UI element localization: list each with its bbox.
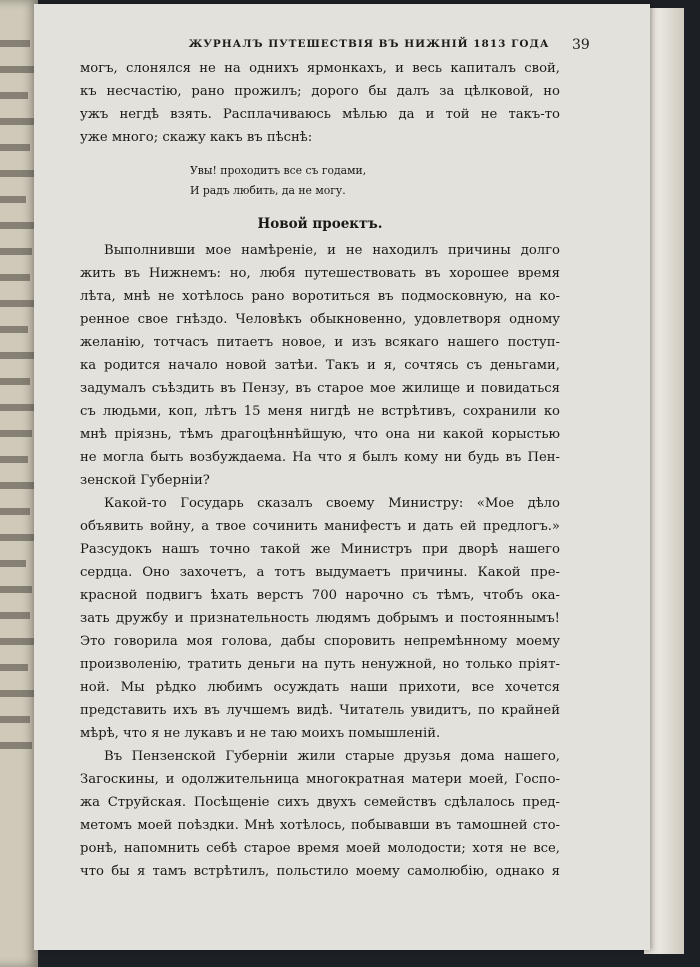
text-line: мѣрѣ, что я не лукавъ и не таю моихъ помышленій.: [80, 726, 441, 741]
text-line: ужъ негдѣ взять. Расплачиваюсь мѣлью да и той не такъ-то: [80, 107, 560, 122]
poem-line: Увы! проходитъ все съ годами,: [190, 164, 367, 177]
text-line: не могла быть возбуждаема. На что я былъ кому ни будь въ Пен-: [80, 450, 560, 465]
text-line: ка родится начало новой затѣи. Такъ и я, сочтясь съ деньгами,: [80, 358, 560, 373]
paragraph-3: [80, 492, 560, 745]
text-line: Загоскины, и одолжительница многократная матери моей, Госпо-: [80, 772, 560, 787]
text-line: съ людьми, коп, лѣтъ 15 меня нигдѣ не встрѣтивъ, сохранили ко: [80, 404, 560, 419]
page-number: 39: [572, 37, 590, 53]
paragraph-2: [80, 239, 560, 492]
poem-quote: [80, 161, 560, 201]
page-body: [80, 57, 560, 883]
text-line: что бы я тамъ встрѣтилъ, польстило моему самолюбію, однако я: [80, 864, 560, 879]
text-line: ронѣ, напомнить себѣ старое время моей молодости; хотя не все,: [80, 841, 560, 856]
running-title: ЖУРНАЛЪ ПУТЕШЕСТВІЯ ВЪ НИЖНІЙ 1813 ГОДА: [188, 38, 550, 50]
paragraph-1: [80, 57, 560, 149]
text-line: лѣта, мнѣ не хотѣлось рано воротиться въ подмосковную, на ко-: [80, 289, 560, 304]
text-line: жа Струйская. Посѣщеніе сихъ двухъ семействъ сдѣлалось пред-: [80, 795, 560, 810]
text-line: представить ихъ въ лучшемъ видѣ. Читатель увидитъ, по крайней: [80, 703, 560, 718]
text-line: къ несчастію, рано прожилъ; дорого бы далъ за цѣлковой, но: [80, 84, 560, 99]
text-line: уже много; скажу какъ въ пѣснѣ:: [80, 130, 313, 145]
section-title: Новой проектъ.: [257, 216, 383, 232]
text-line: объявить войну, а твое сочинить манифестъ и дать ей предлогъ.»: [80, 519, 560, 534]
text-line: Какой-то Государь сказалъ своему Министру: «Мое дѣло: [104, 496, 560, 511]
page-stack-edge: [644, 8, 684, 954]
text-line: зенской Губерніи?: [80, 473, 210, 488]
text-line: произволенію, тратить деньги на путь ненужной, но только пріят-: [80, 657, 560, 672]
text-line: Разсудокъ нашъ точно такой же Министръ при дворѣ нашего: [80, 542, 560, 557]
text-line: ренное свое гнѣздо. Человѣкъ обыкновенно, удовлетворя одному: [80, 312, 560, 327]
text-line: красной подвигъ ѣхать верстъ 700 нарочно съ тѣмъ, чтобъ ока-: [80, 588, 560, 603]
text-line: Въ Пензенской Губерніи жили старые друзья дома нашего,: [104, 749, 560, 764]
text-line: Это говорила моя голова, дабы споровить непремѣнному моему: [80, 634, 560, 649]
text-line: Выполнивши мое намѣреніе, и не находилъ причины долго: [104, 243, 560, 258]
text-line: могъ, слонялся не на однихъ ярмонкахъ, и весь капиталъ свой,: [80, 61, 560, 76]
paragraph-4: [80, 745, 560, 883]
text-line: метомъ моей поѣздки. Мнѣ хотѣлось, побывавши въ тамошней сто-: [80, 818, 560, 833]
text-line: мнѣ пріязнь, тѣмъ драгоцѣннѣйшую, что она ни какой корыстью: [80, 427, 560, 442]
text-line: задумалъ съѣздить въ Пензу, въ старое мое жилище и повидаться: [80, 381, 560, 396]
text-line: жить въ Нижнемъ: но, любя путешествовать въ хорошее время: [80, 266, 560, 281]
poem-line: И радъ любить, да не могу.: [190, 184, 346, 197]
text-line: ной. Мы рѣдко любимъ осуждать наши прихоти, все хочется: [80, 680, 560, 695]
text-line: сердца. Оно захочетъ, а тотъ выдумаетъ причины. Какой пре-: [80, 565, 560, 580]
text-line: зать дружбу и признательность людямъ добрымъ и постояннымъ!: [80, 611, 560, 626]
facing-page-edge: [0, 0, 38, 967]
text-line: желанію, тотчасъ питаетъ новое, и изъ всякаго нашего поступ-: [80, 335, 560, 350]
